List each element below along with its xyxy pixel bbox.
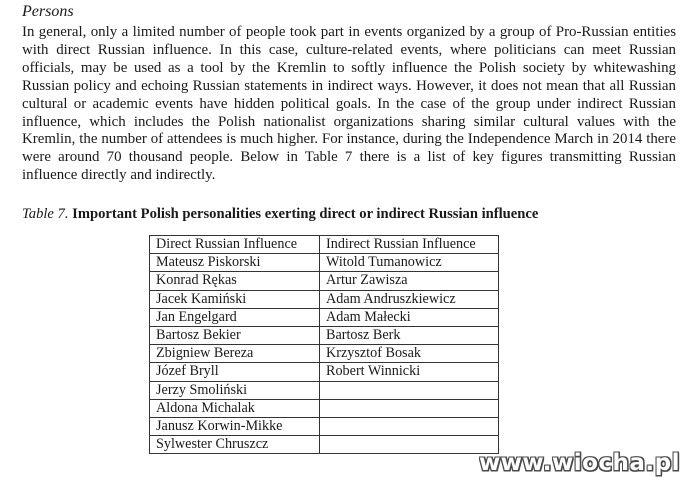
body-paragraph: In general, only a limited number of people took part in events organized by a group of Pro-Russian entities with direct Russian influence. In this case, culture-related events, where politicians can meet Russian officials, may be used as a tool by the Kremlin to softly influence the Polish society by whitewashing Russian policy and echoing Russian statements in indirect ways. However, it does not mean that all Russian cultural or academic events have hidden political goals. In the case of the group under indirect Russian influence, which includes the Polish nationalist organizations sharing similar cultural values with the Kremlin, the number of attendees is much higher. For instance, during the Independence March in 2014 there were around 70 thousand people. Below in Table 7 there is a list of key figures transmitting Russian influence directly and indirectly.	[22, 24, 676, 184]
direct-influence-cell: Konrad Rękas	[150, 272, 320, 290]
indirect-influence-cell	[320, 417, 499, 435]
indirect-influence-cell: Bartosz Berk	[320, 326, 499, 344]
table-row	[150, 399, 499, 417]
indirect-influence-cell: Witold Tumanowicz	[320, 254, 499, 272]
direct-influence-cell: Aldona Michalak	[150, 399, 320, 417]
indirect-influence-cell: Adam Andruszkiewicz	[320, 290, 499, 308]
direct-influence-cell: Józef Bryll	[150, 363, 320, 381]
site-watermark: www.wiocha.pl	[478, 450, 680, 476]
direct-influence-cell: Jacek Kamiński	[150, 290, 320, 308]
table-row	[150, 345, 499, 363]
table-caption	[22, 206, 538, 223]
table-row	[150, 308, 499, 326]
table-row	[150, 290, 499, 308]
table-row	[150, 254, 499, 272]
section-heading: Persons	[22, 3, 74, 20]
indirect-influence-cell	[320, 399, 499, 417]
table-caption-title: Important Polish personalities exerting direct or indirect Russian influence	[72, 206, 539, 222]
indirect-influence-cell	[320, 436, 499, 454]
indirect-influence-cell: Krzysztof Bosak	[320, 345, 499, 363]
indirect-influence-cell: Robert Winnicki	[320, 363, 499, 381]
direct-influence-cell: Zbigniew Bereza	[150, 345, 320, 363]
table-row	[150, 436, 499, 454]
table-header-row	[150, 236, 499, 254]
table-row	[150, 326, 499, 344]
table-caption-number: Table 7.	[22, 206, 69, 222]
direct-influence-cell: Jerzy Smoliński	[150, 381, 320, 399]
table-row	[150, 417, 499, 435]
influence-table	[149, 235, 499, 454]
direct-influence-cell: Bartosz Bekier	[150, 326, 320, 344]
table-row	[150, 363, 499, 381]
direct-influence-cell: Jan Engelgard	[150, 308, 320, 326]
header-direct-influence: Direct Russian Influence	[150, 236, 320, 254]
indirect-influence-cell	[320, 381, 499, 399]
indirect-influence-cell: Artur Zawisza	[320, 272, 499, 290]
direct-influence-cell: Sylwester Chruszcz	[150, 436, 320, 454]
indirect-influence-cell: Adam Małecki	[320, 308, 499, 326]
direct-influence-cell: Mateusz Piskorski	[150, 254, 320, 272]
direct-influence-cell: Janusz Korwin-Mikke	[150, 417, 320, 435]
table-row	[150, 381, 499, 399]
header-indirect-influence: Indirect Russian Influence	[320, 236, 499, 254]
table-row	[150, 272, 499, 290]
